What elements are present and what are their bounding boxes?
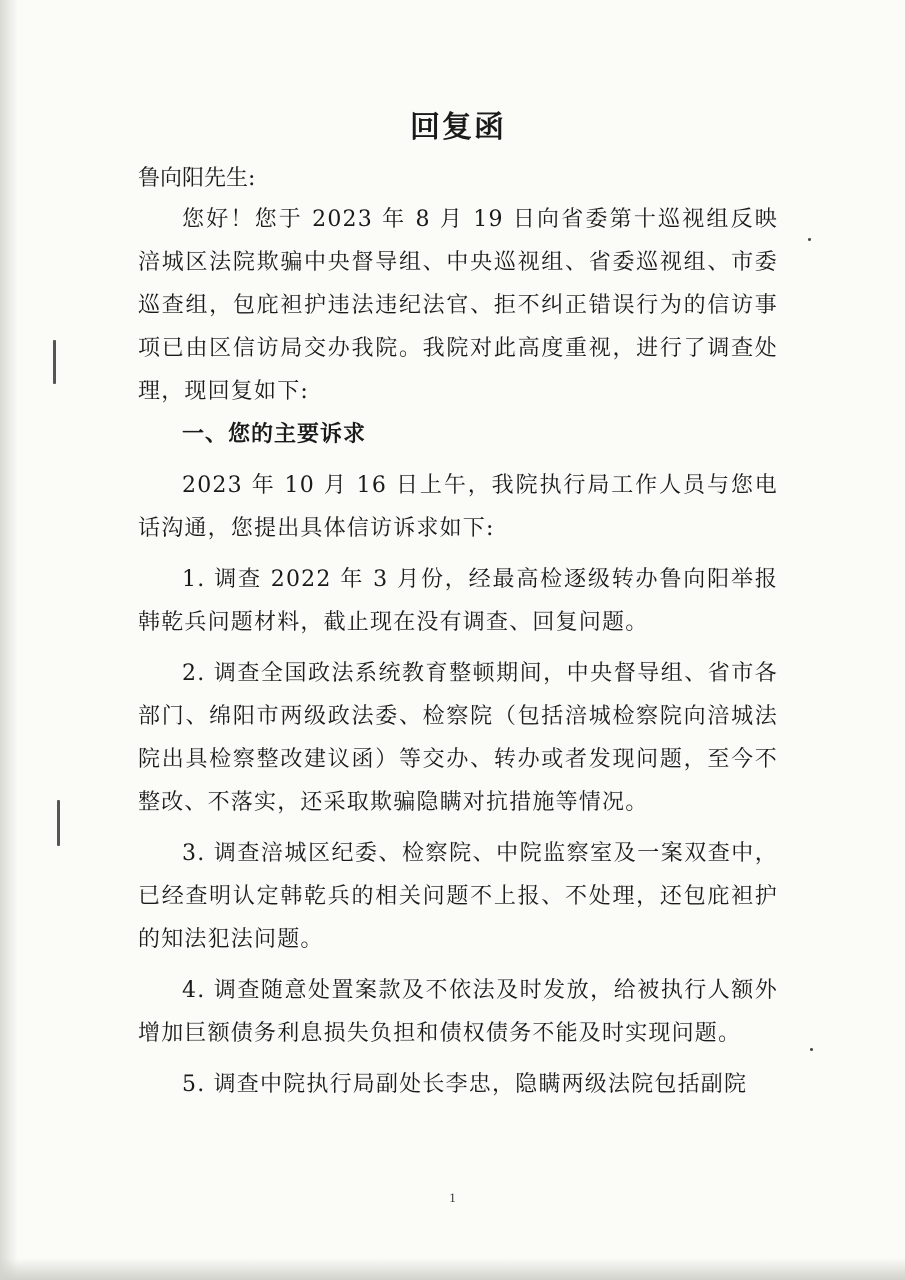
page-number: 1 xyxy=(449,1190,456,1205)
opening-paragraph: 您好！您于 2023 年 8 月 19 日向省委第十巡视组反映涪城区法院欺骗中央督导组、中央巡视组、省委巡视组、市委巡查组，包庇袒护违法违纪法官、拒不纠正错误行为的信访事项已由区信访局交办我院。我院对此高度重视，进行了调查处理，现回复如下: xyxy=(138,207,778,404)
section-intro: 2023 年 10 月 16 日上午，我院执行局工作人员与您电话沟通，您提出具体信访诉求如下: xyxy=(138,473,778,541)
binding-mark-bottom xyxy=(57,800,60,846)
letter-body xyxy=(138,108,778,1106)
section-heading: 一、您的主要诉求 xyxy=(182,422,367,447)
scan-speck xyxy=(808,238,811,241)
document-title: 回复函 xyxy=(410,110,506,145)
binding-mark-top xyxy=(53,340,56,384)
list-item: 1. 调查 2022 年 3 月份，经最高检逐级转办鲁向阳举报韩乾兵问题材料，截止现在没有调查、回复问题。 xyxy=(138,567,778,635)
salutation: 鲁向阳先生: xyxy=(138,166,256,191)
scan-shadow-bottom xyxy=(0,1258,905,1280)
list-item: 3. 调查涪城区纪委、检察院、中院监察室及一案双查中，已经查明认定韩乾兵的相关问题不上报、不处理，还包庇袒护的知法犯法问题。 xyxy=(138,841,778,952)
list-item: 2. 调查全国政法系统教育整顿期间，中央督导组、省市各部门、绵阳市两级政法委、检察院（包括涪城检察院向涪城法院出具检察整改建议函）等交办、转办或者发现问题，至今不整改、不落实，还采取欺骗隐瞒对抗措施等情况。 xyxy=(138,661,778,815)
list-item: 5. 调查中院执行局副处长李忠，隐瞒两级法院包括副院 xyxy=(182,1072,748,1097)
scan-speck xyxy=(810,1048,813,1051)
list-item: 4. 调查随意处置案款及不依法及时发放，给被执行人额外增加巨额债务利息损失负担和债权债务不能及时实现问题。 xyxy=(138,978,778,1046)
scan-shadow-left xyxy=(0,0,18,1280)
